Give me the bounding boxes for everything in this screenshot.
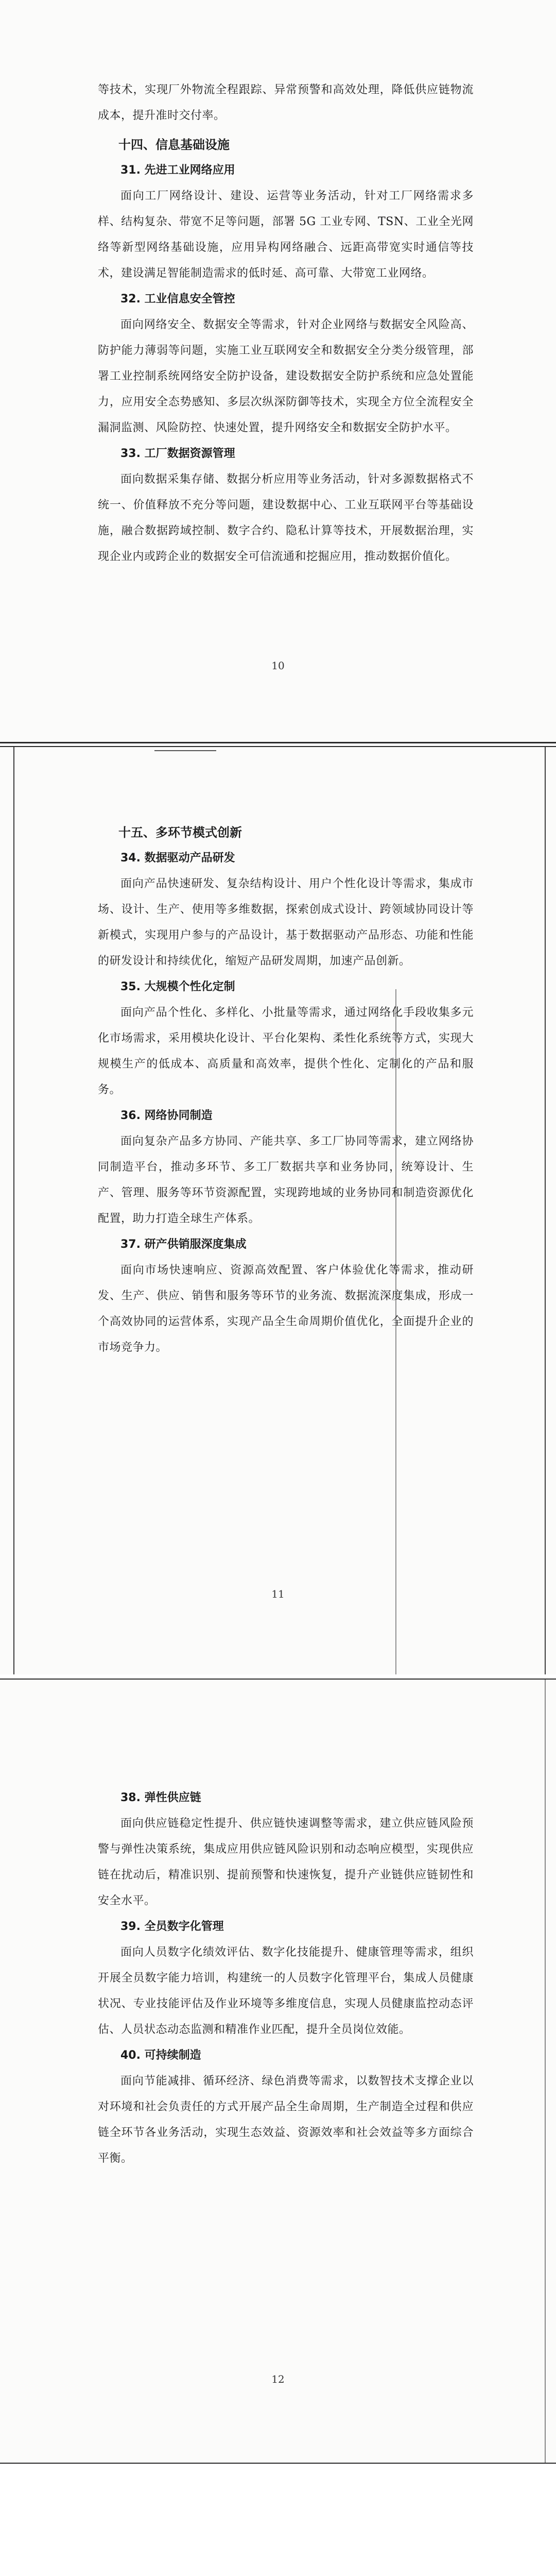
page-number: 10 <box>271 659 285 672</box>
item-body-35: 面向产品个性化、多样化、小批量等需求，通过网络化手段收集多元化市场需求，采用模块化设计、平台化架构、柔性化系统等方式，实现大规模生产的低成本、高质量和高效率，提供个性化、定制化的产品和服务。 <box>98 1006 474 1096</box>
item-body-39: 面向人员数字化绩效评估、数字化技能提升、健康管理等需求，组织开展全员数字能力培训，构建统一的人员数字化管理平台，集成人员健康状况、专业技能评估及作业环境等多维度信息，实现人员健康监控动态评估、人员状态动态监测和精准作业匹配，提升全员岗位效能。 <box>98 1946 474 2036</box>
page-2-content <box>98 817 474 1361</box>
item-body-37: 面向市场快速响应、资源高效配置、客户体验优化等需求，推动研发、生产、供应、销售和服务等环节的业务流、数据流深度集成，形成一个高效协同的运营体系，实现产品全生命周期价值优化，全面提升企业的市场竞争力。 <box>98 1264 474 1354</box>
document-page-1 <box>0 0 556 743</box>
page-1-content <box>98 77 474 570</box>
item-heading-37: 37. 研产供销服深度集成 <box>120 1238 247 1251</box>
scan-border-right <box>545 747 546 1674</box>
item-body-32: 面向网络安全、数据安全等需求，针对企业网络与数据安全风险高、防护能力薄弱等问题，实施工业互联网安全和数据安全分类分级管理，部署工业控制系统网络安全防护设备，建设数据安全防护系统和应急处置能力，应用安全态势感知、多层次纵深防御等技术，实现全方位全流程安全漏洞监测、风险防控、快速处置，提升网络安全和数据安全防护水平。 <box>98 318 474 434</box>
item-body-36: 面向复杂产品多方协同、产能共享、多工厂协同等需求，建立网络协同制造平台，推动多环节、多工厂数据共享和业务协同，统筹设计、生产、管理、服务等环节资源配置，实现跨地域的业务协同和制造资源优化配置，助力打造全球生产体系。 <box>98 1135 474 1225</box>
page-number: 11 <box>271 1588 285 1600</box>
item-heading-34: 34. 数据驱动产品研发 <box>120 852 235 865</box>
page-1-intro: 等技术，实现厂外物流全程跟踪、异常预警和高效处理，降低供应链物流成本，提升准时交付率。 <box>98 83 474 122</box>
item-body-40: 面向节能减排、循环经济、绿色消费等需求，以数智技术支撑企业以对环境和社会负责任的方式开展产品全生命周期，生产制造全过程和供应链全环节各业务活动，实现生态效益、资源效率和社会效益等多方面综合平衡。 <box>98 2075 474 2165</box>
item-heading-39: 39. 全员数字化管理 <box>120 1920 224 1933</box>
scan-border-left <box>13 747 14 1674</box>
item-heading-31: 31. 先进工业网络应用 <box>120 164 235 177</box>
item-body-31: 面向工厂网络设计、建设、运营等业务活动，针对工厂网络需求多样、结构复杂、带宽不足等问题，部署 5G 工业专网、TSN、工业全光网络等新型网络基础设施，应用异构网络融合、远距高带宽实时通信等技术，建设满足智能制造需求的低时延、高可靠、大带宽工业网络。 <box>98 190 474 280</box>
item-heading-40: 40. 可持续制造 <box>120 2049 201 2062</box>
document-page-4 <box>0 2467 556 2576</box>
document-page-3 <box>0 1679 556 2464</box>
scan-border-right <box>545 1680 546 2463</box>
document-page-2 <box>0 746 556 1674</box>
item-body-34: 面向产品快速研发、复杂结构设计、用户个性化设计等需求，集成市场、设计、生产、使用等多维数据，探索创成式设计、跨领域协同设计等新模式，实现用户参与的产品设计，基于数据驱动产品形态、功能和性能的研发设计和持续优化，缩短产品研发周期，加速产品创新。 <box>98 877 474 968</box>
item-heading-36: 36. 网络协同制造 <box>120 1109 213 1122</box>
section-heading-15: 十五、多环节模式创新 <box>118 825 242 840</box>
item-body-38: 面向供应链稳定性提升、供应链快速调整等需求，建立供应链风险预警与弹性决策系统，集成应用供应链风险识别和动态响应模型，实现供应链在扰动后，精准识别、提前预警和快速恢复，提升产业链供应链韧性和安全水平。 <box>98 1817 474 1907</box>
item-heading-38: 38. 弹性供应链 <box>120 1791 201 1804</box>
item-heading-32: 32. 工业信息安全管控 <box>120 293 235 306</box>
item-heading-33: 33. 工厂数据资源管理 <box>120 447 235 460</box>
page-number: 12 <box>271 2373 285 2385</box>
section-heading-14: 十四、信息基础设施 <box>118 138 230 152</box>
item-body-33: 面向数据采集存储、数据分析应用等业务活动，针对多源数据格式不统一、价值释放不充分等问题，建设数据中心、工业互联网平台等基础设施，融合数据跨域控制、数字合约、隐私计算等技术，开展数据治理，实现企业内或跨企业的数据安全可信流通和挖掘应用，推动数据价值化。 <box>98 473 474 563</box>
page-3-content <box>98 1785 474 2172</box>
item-heading-35: 35. 大规模个性化定制 <box>120 980 235 993</box>
scan-mark <box>154 750 216 751</box>
